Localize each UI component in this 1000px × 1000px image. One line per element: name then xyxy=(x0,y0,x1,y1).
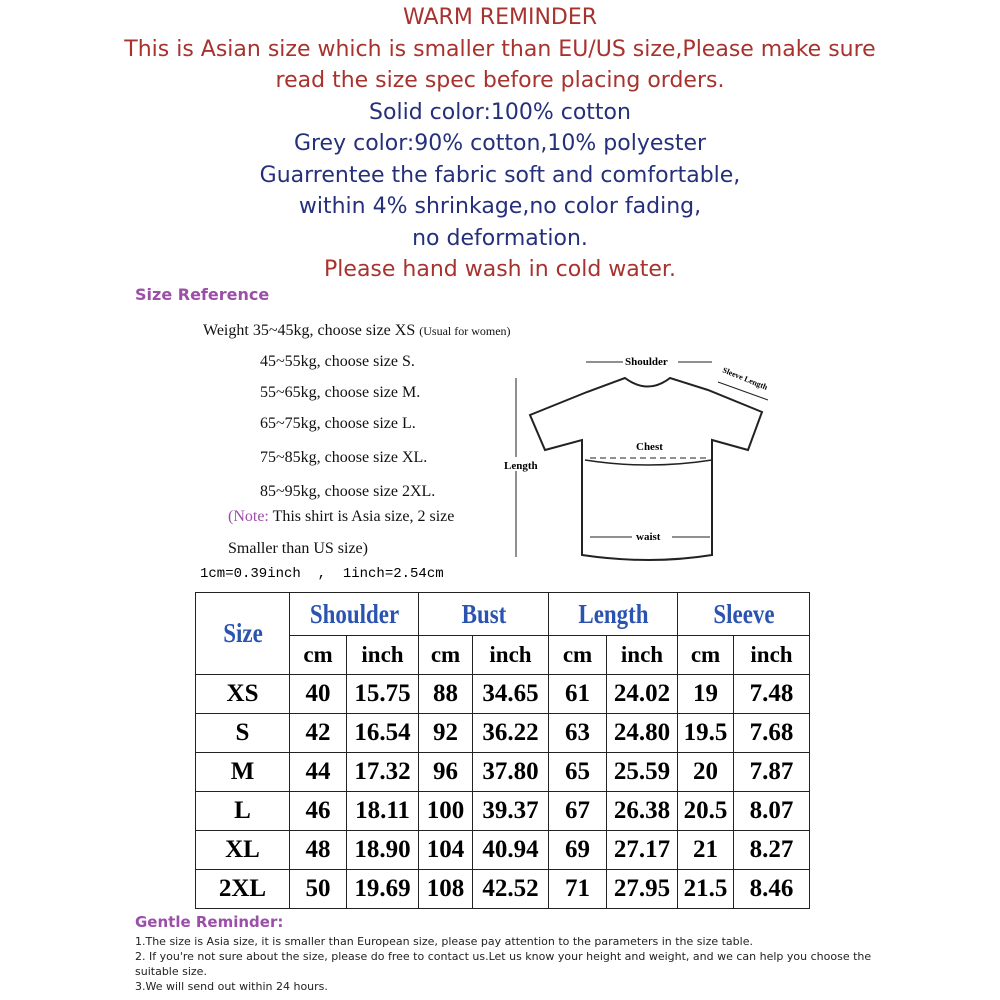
tshirt-diagram-icon xyxy=(490,340,810,580)
table-row xyxy=(196,675,810,714)
table-cell: 44 xyxy=(290,753,347,792)
table-cell: 40 xyxy=(290,675,347,714)
table-cell: 26.38 xyxy=(607,792,678,831)
label-shoulder: Shoulder xyxy=(625,356,668,368)
table-cell: 65 xyxy=(549,753,607,792)
table-cell: 92 xyxy=(419,714,473,753)
table-cell: 16.54 xyxy=(347,714,419,753)
table-cell: 27.95 xyxy=(607,870,678,909)
size-table xyxy=(195,592,810,909)
table-cell: 37.80 xyxy=(473,753,549,792)
note-label: (Note: xyxy=(228,508,269,525)
table-cell: 42.52 xyxy=(473,870,549,909)
group-header: Bust xyxy=(428,593,539,636)
weight-line: 45~55kg, choose size S. xyxy=(260,353,415,370)
table-cell: 20.5 xyxy=(678,792,734,831)
table-cell: 7.87 xyxy=(734,753,810,792)
weight-line: 55~65kg, choose size M. xyxy=(260,384,421,401)
gentle-item: 2. If you're not sure about the size, please do free to contact us.Let us know your height and weight, and we can help you choose the suitable size. xyxy=(135,950,872,978)
table-cell: 19 xyxy=(678,675,734,714)
size-cell: M xyxy=(196,753,290,792)
unit-header: inch xyxy=(347,636,419,675)
reminder-title: WARM REMINDER xyxy=(402,5,598,30)
table-cell: 108 xyxy=(419,870,473,909)
table-cell: 20 xyxy=(678,753,734,792)
label-sleeve: Sleeve Length xyxy=(721,365,769,392)
table-cell: 69 xyxy=(549,831,607,870)
table-cell: 27.17 xyxy=(607,831,678,870)
size-cell: XS xyxy=(196,675,290,714)
reminder-line: no deformation. xyxy=(412,225,588,251)
table-cell: 42 xyxy=(290,714,347,753)
unit-header: cm xyxy=(290,636,347,675)
table-cell: 39.37 xyxy=(473,792,549,831)
table-cell: 8.07 xyxy=(734,792,810,831)
unit-header: inch xyxy=(473,636,549,675)
note-line: Smaller than US size) xyxy=(228,540,368,557)
unit-header: cm xyxy=(419,636,473,675)
table-cell: 46 xyxy=(290,792,347,831)
group-header: Sleeve xyxy=(687,593,799,636)
table-cell: 100 xyxy=(419,792,473,831)
reminder-line: This is Asian size which is smaller than EU/US size,Please make sure xyxy=(124,36,876,62)
group-header: Shoulder xyxy=(299,593,409,636)
unit-header: inch xyxy=(607,636,678,675)
warm-reminder xyxy=(0,2,1000,286)
table-cell: 61 xyxy=(549,675,607,714)
unit-header: cm xyxy=(678,636,734,675)
weight-line xyxy=(203,322,511,340)
reminder-line: Please hand wash in cold water. xyxy=(324,257,676,282)
note-text: This shirt is Asia size, 2 size xyxy=(268,508,455,525)
table-cell: 7.48 xyxy=(734,675,810,714)
reminder-line: Grey color:90% cotton,10% polyester xyxy=(293,131,707,156)
table-cell: 8.46 xyxy=(734,870,810,909)
note-line xyxy=(228,508,454,526)
table-cell: 50 xyxy=(290,870,347,909)
gentle-item: 3.We will send out within 24 hours. xyxy=(135,980,328,993)
gentle-item: 1.The size is Asia size, it is smaller than European size, please pay attention to the parameters in the size table. xyxy=(135,935,753,948)
weight-note: (Usual for women) xyxy=(419,324,511,338)
size-cell: 2XL xyxy=(196,870,290,909)
table-cell: 71 xyxy=(549,870,607,909)
table-cell: 21.5 xyxy=(678,870,734,909)
table-row xyxy=(196,870,810,909)
table-cell: 25.59 xyxy=(607,753,678,792)
size-header: Size xyxy=(203,593,283,675)
table-cell: 17.32 xyxy=(347,753,419,792)
table-cell: 19.5 xyxy=(678,714,734,753)
reminder-line: Solid color:100% cotton xyxy=(369,99,631,125)
label-length: Length xyxy=(504,460,538,472)
size-cell: S xyxy=(196,714,290,753)
weight-line: 85~95kg, choose size 2XL. xyxy=(260,483,436,500)
table-cell: 21 xyxy=(678,831,734,870)
table-cell: 19.69 xyxy=(347,870,419,909)
table-cell: 18.11 xyxy=(347,792,419,831)
size-reference-title: Size Reference xyxy=(135,285,270,304)
unit-header: inch xyxy=(734,636,810,675)
table-cell: 40.94 xyxy=(473,831,549,870)
reminder-line: within 4% shrinkage,no color fading, xyxy=(298,194,702,219)
table-cell: 48 xyxy=(290,831,347,870)
table-cell: 24.02 xyxy=(607,675,678,714)
size-cell: XL xyxy=(196,831,290,870)
conversion: 1cm=0.39inch , 1inch=2.54cm xyxy=(200,566,444,582)
table-row xyxy=(196,753,810,792)
table-cell: 104 xyxy=(419,831,473,870)
size-cell: L xyxy=(196,792,290,831)
unit-header: cm xyxy=(549,636,607,675)
weight-text: Weight 35~45kg, choose size XS xyxy=(203,322,416,339)
weight-line: 65~75kg, choose size L. xyxy=(260,415,416,432)
label-chest: Chest xyxy=(636,441,663,453)
reminder-line: read the size spec before placing orders. xyxy=(275,68,725,93)
table-row xyxy=(196,831,810,870)
table-cell: 8.27 xyxy=(734,831,810,870)
table-cell: 63 xyxy=(549,714,607,753)
table-row xyxy=(196,714,810,753)
table-cell: 36.22 xyxy=(473,714,549,753)
table-cell: 7.68 xyxy=(734,714,810,753)
table-cell: 88 xyxy=(419,675,473,714)
weight-line: 75~85kg, choose size XL. xyxy=(260,449,428,466)
table-cell: 18.90 xyxy=(347,831,419,870)
gentle-reminder-title: Gentle Reminder: xyxy=(135,913,284,931)
label-waist: waist xyxy=(636,531,661,543)
table-cell: 96 xyxy=(419,753,473,792)
table-cell: 67 xyxy=(549,792,607,831)
table-row xyxy=(196,792,810,831)
group-header: Length xyxy=(558,593,668,636)
table-cell: 24.80 xyxy=(607,714,678,753)
reminder-line: Guarrentee the fabric soft and comfortable, xyxy=(259,162,741,188)
table-cell: 34.65 xyxy=(473,675,549,714)
table-cell: 15.75 xyxy=(347,675,419,714)
